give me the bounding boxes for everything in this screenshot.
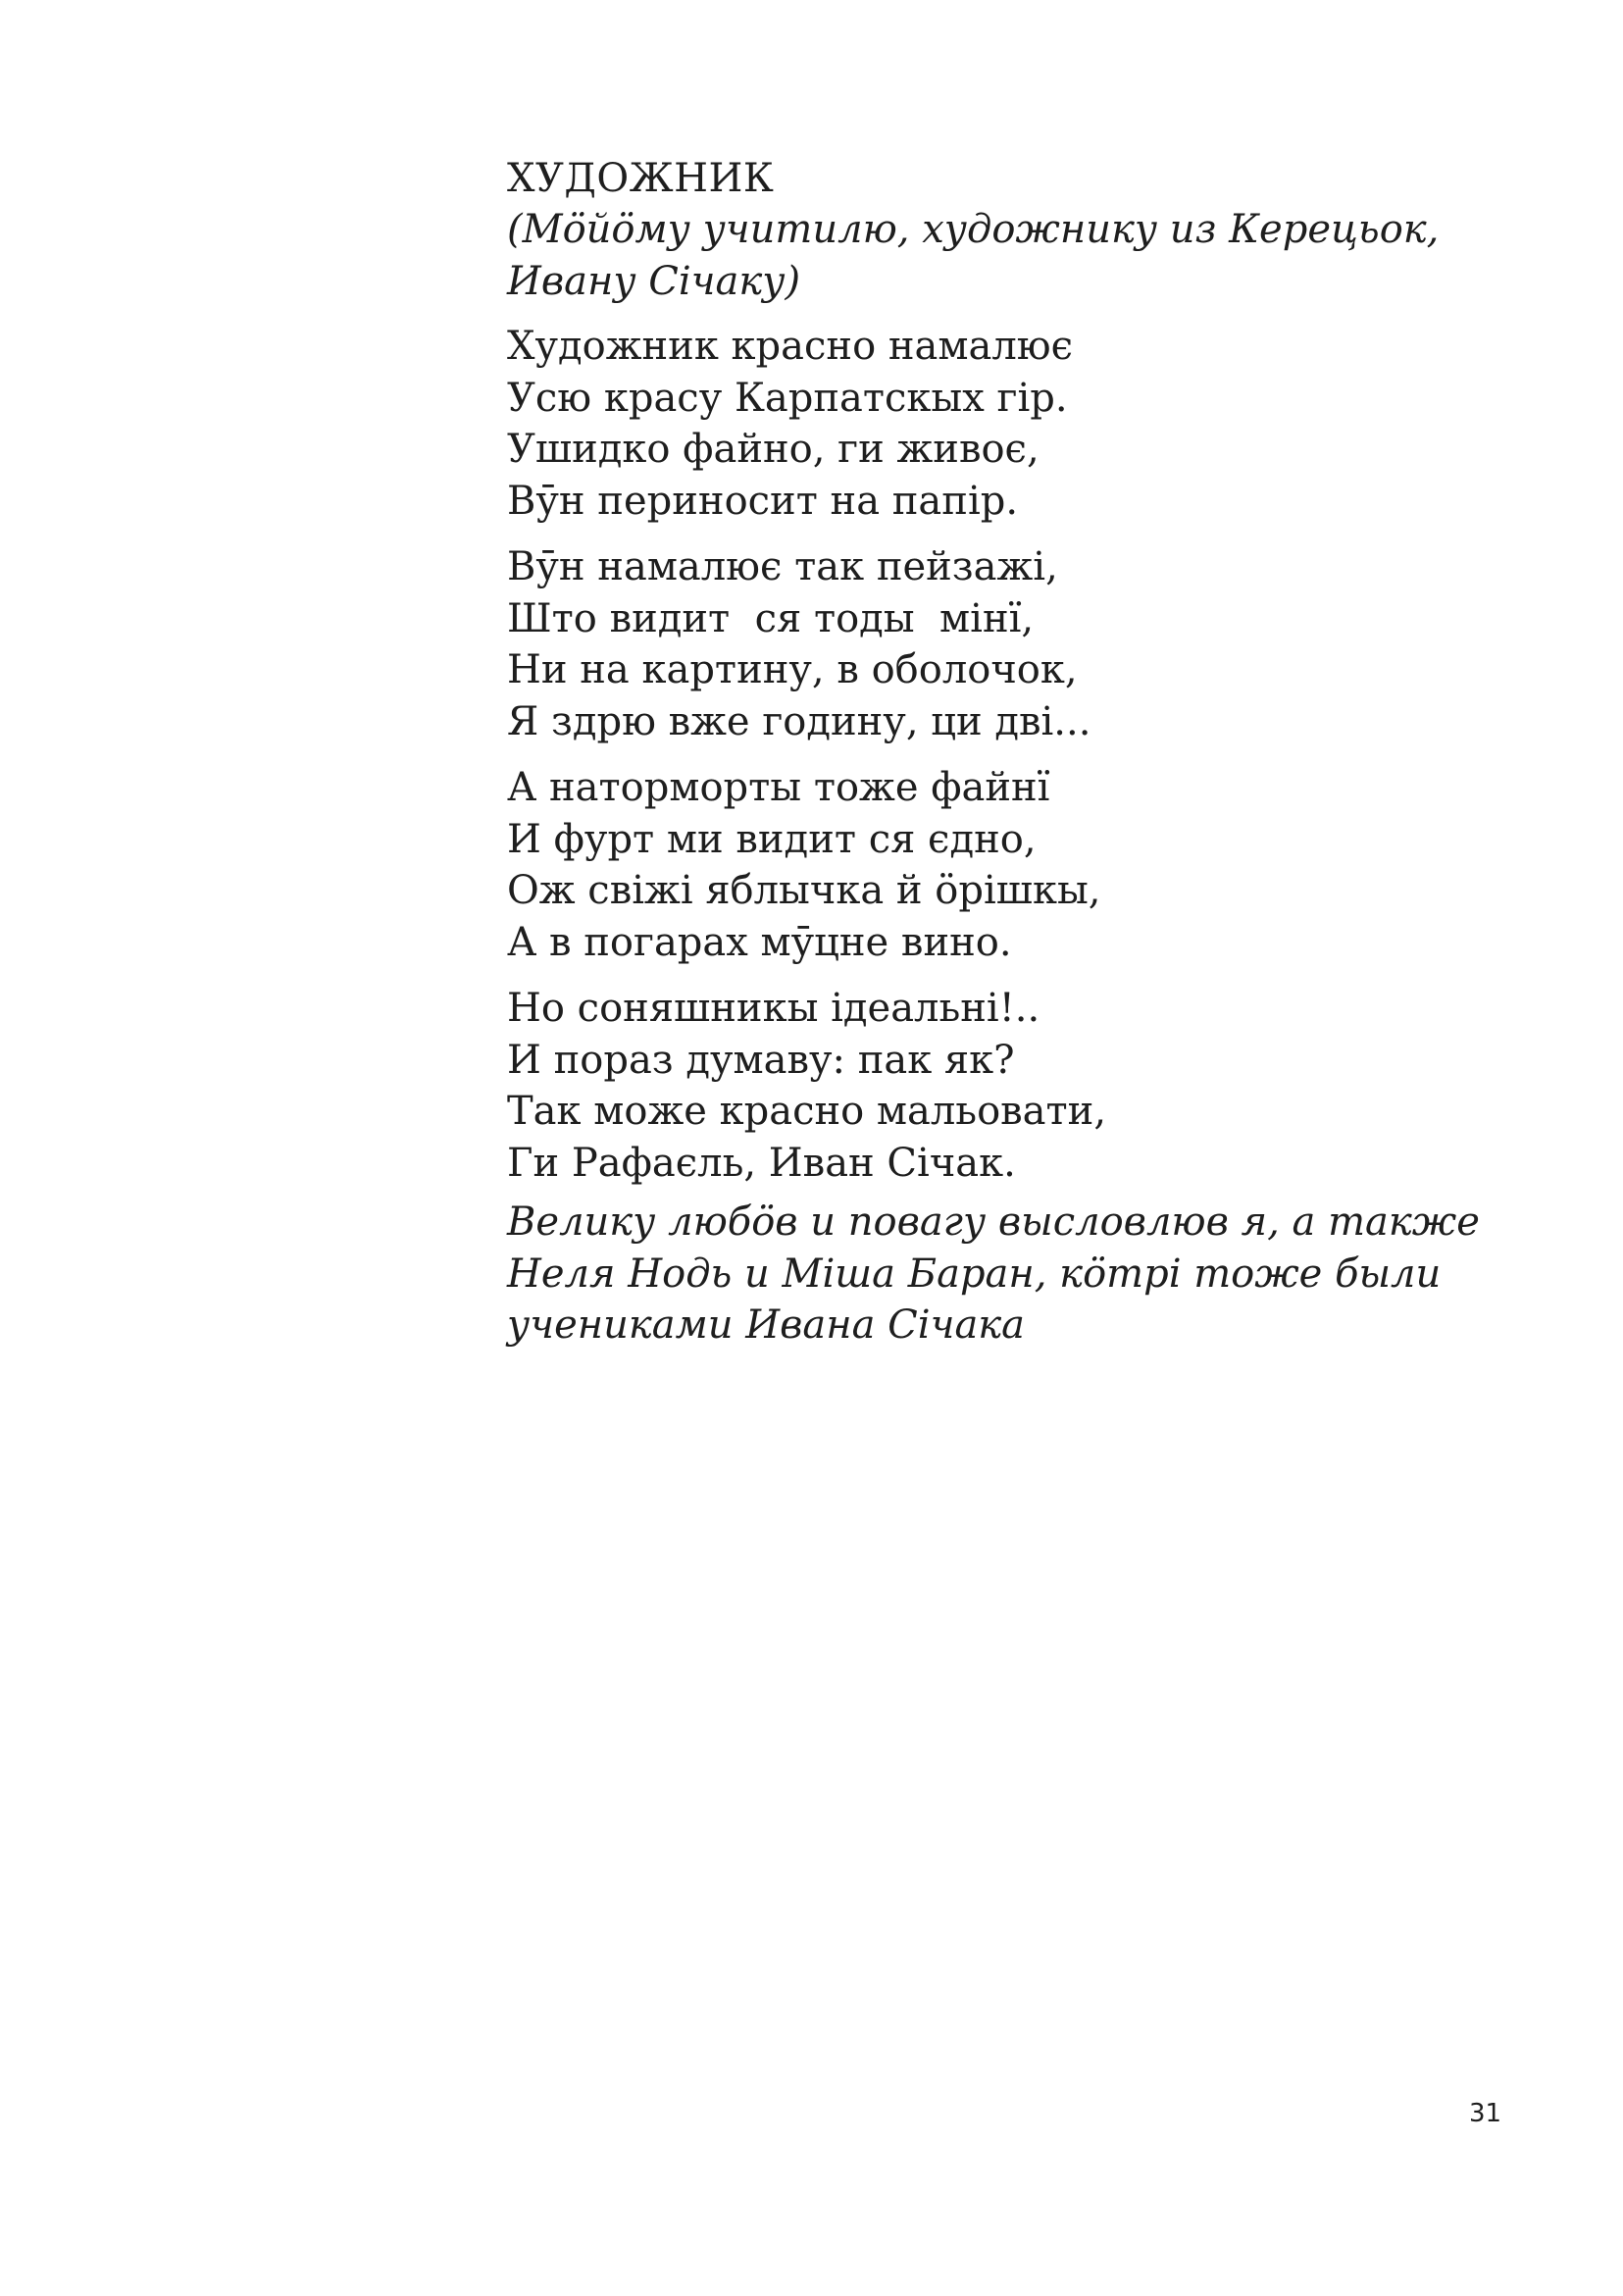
verse-line: А наторморты тоже файнї: [507, 765, 1050, 810]
verse-line: Ож свіжі яблычка й ӧрішкы,: [507, 868, 1101, 913]
verse-line: Я здрю вже годину, ци дві...: [507, 698, 1091, 744]
afterword-line: Неля Нодь и Міша Баран, кӧтрі тоже были: [507, 1250, 1442, 1297]
verse-line: Што видит ся тоды мінї,: [507, 595, 1035, 641]
stanza-2: [507, 541, 1488, 747]
verse-line: Усю красу Карпатскых гір.: [507, 375, 1068, 421]
dedication-line: Ивану Січаку): [507, 258, 801, 304]
verse-line: Ги Рафаєль, Иван Січак.: [507, 1140, 1016, 1186]
poem-afterword: [507, 1197, 1488, 1352]
poem: [507, 153, 1488, 1352]
verse-line: Но соняшникы ідеальні!..: [507, 986, 1040, 1031]
verse-line: И фурт ми видит ся єдно,: [507, 816, 1037, 862]
stanza-4: [507, 983, 1488, 1189]
verse-line: Вӯн периносит на папір.: [507, 478, 1019, 524]
page-number: 31: [1469, 2099, 1502, 2128]
poem-dedication: [507, 204, 1488, 307]
verse-line: Ни на картину, в оболочок,: [507, 647, 1078, 692]
verse-line: Так може красно мальовати,: [507, 1089, 1107, 1134]
afterword-line: учениками Ивана Січака: [507, 1302, 1026, 1348]
verse-line: Ушидко файно, ги живоє,: [507, 427, 1040, 472]
stanza-1: [507, 321, 1488, 527]
poem-title: ХУДОЖНИК: [507, 156, 775, 201]
verse-line: А в погарах мӯцне вино.: [507, 919, 1012, 965]
verse-line: Художник красно намалює: [507, 324, 1073, 369]
afterword-line: Велику любӧв и повагу высловлюв я, а также: [507, 1199, 1480, 1245]
verse-line: И пораз думаву: пак як?: [507, 1037, 1015, 1083]
verse-line: Вӯн намалює так пейзажі,: [507, 544, 1058, 589]
stanza-3: [507, 762, 1488, 968]
dedication-line: (Мӧйӧму учитилю, художнику из Керецьок,: [507, 207, 1440, 252]
